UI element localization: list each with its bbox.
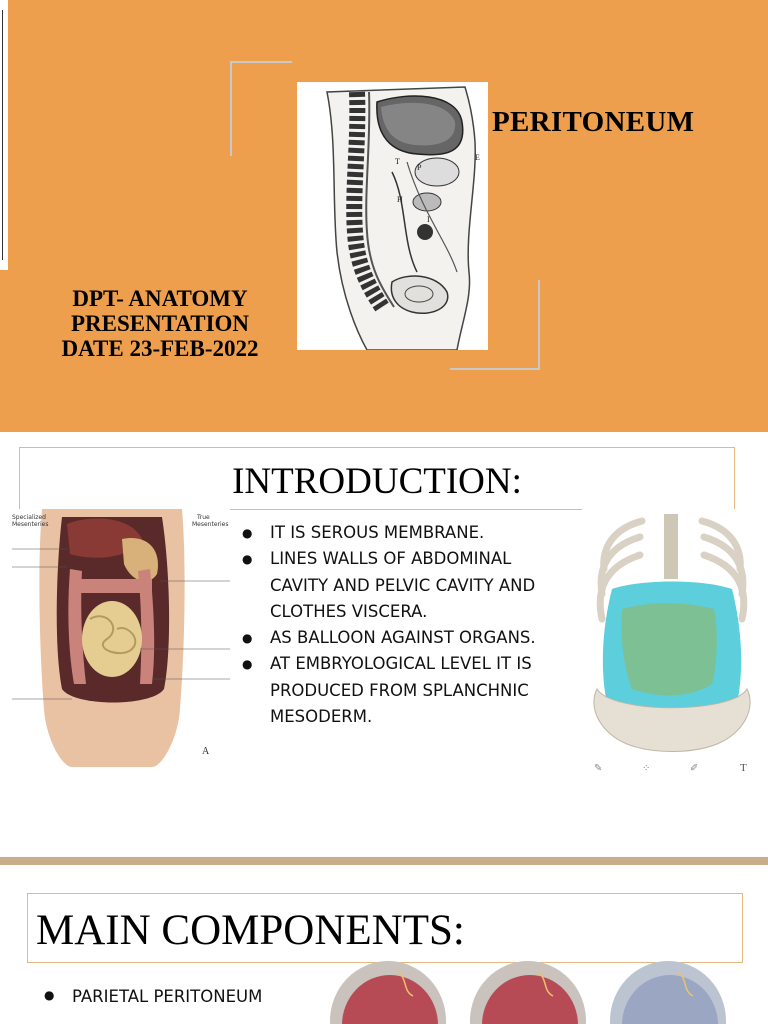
svg-text:E: E	[475, 153, 480, 162]
svg-text:I: I	[427, 215, 430, 224]
frame-line	[538, 280, 540, 370]
list-item: ● IT IS SEROUS MEMBRANE.	[240, 520, 570, 546]
list-item: ● PARIETAL PERITONEUM	[42, 987, 262, 1006]
svg-text:H: H	[397, 195, 403, 204]
svg-text:Mesenteries: Mesenteries	[192, 521, 229, 528]
frame-line	[450, 368, 540, 370]
svg-text:True: True	[197, 514, 210, 521]
main-components-slide	[0, 865, 768, 1024]
heading-box	[27, 893, 743, 963]
list-item: ● AT EMBRYOLOGICAL LEVEL IT IS PRODUCED FROM SPLANCHNIC MESODERM.	[240, 651, 570, 730]
svg-text:T: T	[395, 157, 400, 166]
svg-text:✎: ✎	[594, 763, 603, 774]
subtitle-line: DATE 23-FEB-2022	[61, 336, 259, 361]
svg-text:P: P	[417, 163, 422, 172]
sagittal-anatomy-image	[297, 82, 488, 350]
intro-bullet-list	[240, 520, 570, 730]
list-item: ● AS BALLOON AGAINST ORGANS.	[240, 625, 570, 651]
svg-text:✐: ✐	[690, 763, 699, 774]
introduction-slide	[0, 432, 768, 857]
list-item: ● LINES WALLS OF ABDOMINAL CAVITY AND PELVIC CAVITY AND CLOTHES VISCERA.	[240, 546, 570, 625]
frame-line	[230, 61, 292, 63]
components-bullet-list	[42, 987, 262, 1006]
title-slide	[0, 0, 768, 432]
svg-text:Mesenteries: Mesenteries	[12, 521, 49, 528]
slide-edge-mark	[0, 0, 8, 270]
presentation-subtitle	[30, 286, 290, 361]
image-toolbar-letter: T	[740, 762, 747, 774]
abdominal-viscera-image	[12, 509, 230, 767]
svg-text:Specialized: Specialized	[12, 514, 46, 521]
ribcage-peritoneum-image	[582, 509, 764, 777]
svg-text:A: A	[202, 746, 210, 757]
svg-text:⁘: ⁘	[642, 763, 651, 774]
subtitle-line: DPT- ANATOMY	[72, 286, 248, 311]
slide-heading: INTRODUCTION:	[232, 461, 522, 502]
presentation-title: PERITONEUM	[492, 106, 695, 138]
heading-box	[19, 447, 735, 510]
slide-heading: MAIN COMPONENTS:	[36, 907, 465, 954]
frame-line	[230, 61, 232, 156]
subtitle-line: PRESENTATION	[70, 311, 250, 336]
slide-separator	[0, 857, 768, 865]
peritoneum-layers-image	[328, 961, 768, 1024]
